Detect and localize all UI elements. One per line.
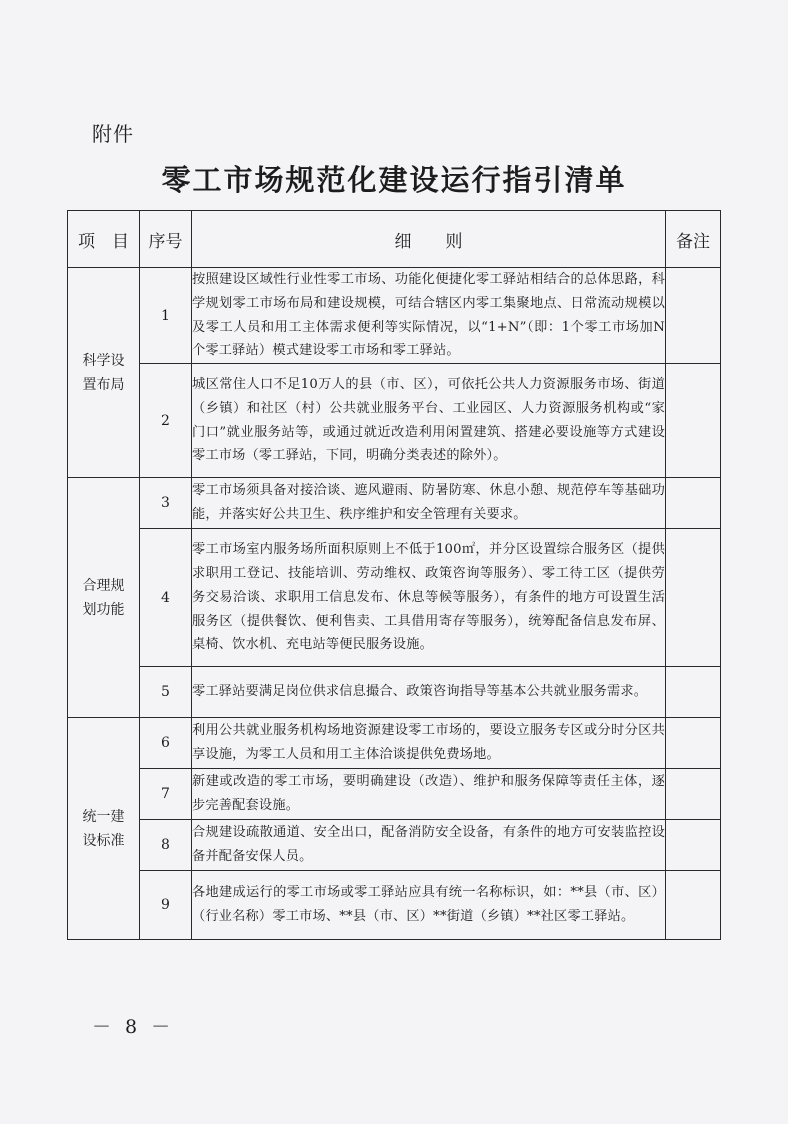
row-detail: 合规建设疏散通道、安全出口，配备消防安全设备，有条件的地方可安装监控设备并配备安保人员。 — [192, 820, 666, 871]
row-detail: 零工驿站要满足岗位供求信息撮合、政策咨询指导等基本公共就业服务需求。 — [192, 667, 666, 718]
row-remark — [666, 769, 721, 820]
table-row — [68, 364, 721, 478]
row-detail: 零工市场须具备对接洽谈、遮风避雨、防暑防寒、休息小憩、规范停车等基础功能，并落实好公共卫生、秩序维护和安全管理有关要求。 — [192, 478, 666, 529]
table-row — [68, 871, 721, 940]
page-number: － 8 － — [92, 1016, 175, 1038]
row-number: 7 — [140, 769, 192, 820]
row-number: 1 — [140, 268, 192, 364]
category-cell — [68, 718, 140, 940]
table-row — [68, 769, 721, 820]
category-cell — [68, 478, 140, 718]
category-label: 统一建 — [82, 808, 125, 825]
header-detail: 细 则 — [192, 211, 666, 268]
row-detail: 零工市场室内服务场所面积原则上不低于100㎡，并分区设置综合服务区（提供求职用工登记、技能培训、劳动维权、政策咨询等服务）、零工待工区（提供劳务交易洽谈、求职用工信息发布、休息等候等服务），有条件的地方可设置生活服务区（提供餐饮、便利售卖、工具借用寄存等服务），统筹配备信息发布屏、桌椅、饮水机、充电站等便民服务设施。 — [192, 529, 666, 667]
category-label: 设标准 — [82, 832, 125, 849]
row-number: 6 — [140, 718, 192, 769]
document-title: 零工市场规范化建设运行指引清单 — [161, 163, 627, 197]
row-number: 4 — [140, 529, 192, 667]
category-label: 科学设 — [82, 352, 125, 369]
header-remarks: 备注 — [666, 211, 721, 268]
table-row — [68, 268, 721, 364]
row-remark — [666, 478, 721, 529]
table-row — [68, 820, 721, 871]
table-row — [68, 667, 721, 718]
header-number: 序号 — [140, 211, 192, 268]
category-label: 合理规 — [82, 577, 125, 594]
table-header-row — [68, 211, 721, 268]
row-remark — [666, 529, 721, 667]
table-row — [68, 478, 721, 529]
row-detail: 新建或改造的零工市场，要明确建设（改造）、维护和服务保障等责任主体，逐步完善配套设施。 — [192, 769, 666, 820]
row-remark — [666, 667, 721, 718]
header-category: 项 目 — [68, 211, 140, 268]
row-detail: 利用公共就业服务机构场地资源建设零工市场的，要设立服务专区或分时分区共享设施，为零工人员和用工主体洽谈提供免费场地。 — [192, 718, 666, 769]
category-label: 置布局 — [82, 376, 125, 393]
table-row — [68, 529, 721, 667]
row-remark — [666, 364, 721, 478]
attachment-label: 附件 — [92, 122, 134, 146]
row-detail: 城区常住人口不足10万人的县（市、区），可依托公共人力资源服务市场、街道（乡镇）和社区（村）公共就业服务平台、工业园区、人力资源服务机构或“家门口”就业服务站等，或通过就近改造利用闲置建筑、搭建必要设施等方式建设零工市场（零工驿站，下同，明确分类表述的除外）。 — [192, 364, 666, 478]
row-remark — [666, 268, 721, 364]
row-number: 5 — [140, 667, 192, 718]
row-detail: 各地建成运行的零工市场或零工驿站应具有统一名称标识，如：**县（市、区）（行业名称）零工市场、**县（市、区）**街道（乡镇）**社区零工驿站。 — [192, 871, 666, 940]
row-number: 8 — [140, 820, 192, 871]
row-remark — [666, 820, 721, 871]
table-row — [68, 718, 721, 769]
row-detail: 按照建设区域性行业性零工市场、功能化便捷化零工驿站相结合的总体思路，科学规划零工市场布局和建设规模，可结合辖区内零工集聚地点、日常流动规模以及零工人员和用工主体需求便利等实际情况，以“1+N”（即：1个零工市场加N个零工驿站）模式建设零工市场和零工驿站。 — [192, 268, 666, 364]
row-remark — [666, 871, 721, 940]
row-remark — [666, 718, 721, 769]
row-number: 2 — [140, 364, 192, 478]
category-cell — [68, 268, 140, 478]
category-label: 划功能 — [82, 601, 125, 618]
guideline-table — [67, 210, 721, 940]
row-number: 3 — [140, 478, 192, 529]
row-number: 9 — [140, 871, 192, 940]
